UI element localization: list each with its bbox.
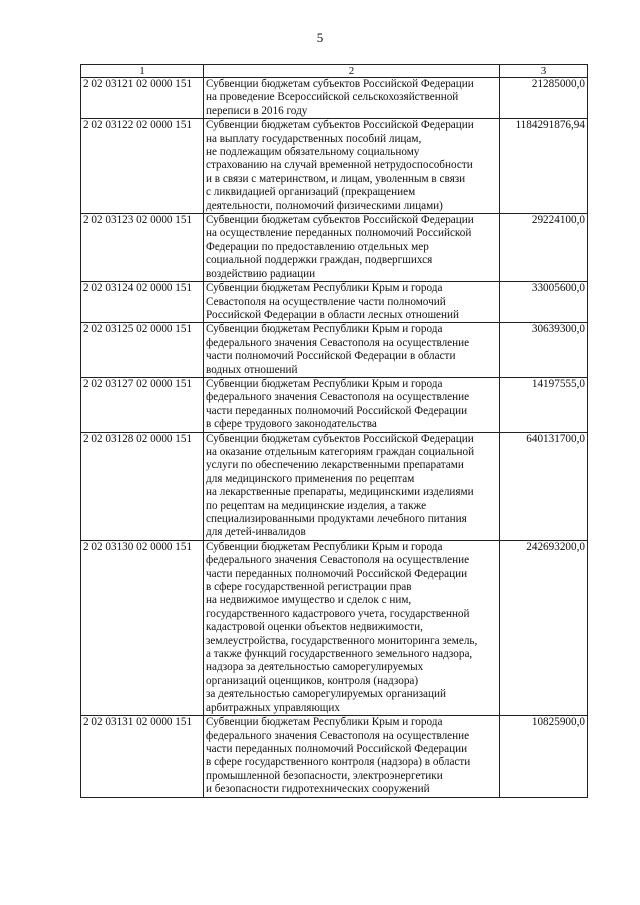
table-row: [81, 214, 588, 282]
table-row: [81, 119, 588, 214]
column-header-2: 2: [204, 65, 500, 78]
budget-amount: 1184291876,94: [500, 119, 588, 214]
budget-description: Субвенции бюджетам субъектов Российской Федерации на оказание отдельным категориям граждан социальной услуги по обеспечению лекарственными препаратами для медицинского применения по рецептам на лекарственные препараты, медицинскими изделиями по рецептам на медицинские изделия, а также специализированными продуктами лечебного питания для детей-инвалидов: [204, 432, 500, 540]
budget-amount: 30639300,0: [500, 323, 588, 378]
table-row: [81, 323, 588, 378]
budget-code: 2 02 03128 02 0000 151: [81, 432, 204, 540]
budget-description: Субвенции бюджетам Республики Крым и города федерального значения Севастополя на осуществление части переданных полномочий Российской Федерации в сфере государственного контроля (надзора) в области промышленной безопасности, электроэнергетики и безопасности гидротехнических сооружений: [204, 716, 500, 797]
budget-description: Субвенции бюджетам субъектов Российской Федерации на выплату государственных пособий лицам, не подлежащим обязательному социальному страхованию на случай временной нетрудоспособности и в связи с материнством, и лицам, уволенным в связи с ликвидацией организаций (прекращением деятельности, полномочий физическими лицами): [204, 119, 500, 214]
budget-description: Субвенции бюджетам субъектов Российской Федерации на осуществление переданных полномочий Российской Федерации по предоставлению отдельных мер социальной поддержки граждан, подвергшихся воздействию радиации: [204, 214, 500, 282]
budget-amount: 10825900,0: [500, 716, 588, 797]
budget-amount: 29224100,0: [500, 214, 588, 282]
table-row: [81, 377, 588, 432]
table-row: [81, 540, 588, 715]
budget-amount: 33005600,0: [500, 282, 588, 323]
budget-amount: 21285000,0: [500, 78, 588, 119]
budget-code: 2 02 03125 02 0000 151: [81, 323, 204, 378]
budget-code: 2 02 03122 02 0000 151: [81, 119, 204, 214]
table-header: [81, 65, 588, 78]
budget-amount: 242693200,0: [500, 540, 588, 715]
budget-amount: 14197555,0: [500, 377, 588, 432]
budget-description: Субвенции бюджетам Республики Крым и города федерального значения Севастополя на осуществление части переданных полномочий Российской Федерации в сфере государственной регистрации прав на недвижимое имущество и сделок с ним, государственного кадастрового учета, государственной кадастровой оценки объектов недвижимости, землеустройства, государственного мониторинга земель, а также функций государственного земельного надзора, надзора за деятельностью саморегулируемых организаций оценщиков, контроля (надзора) за деятельностью саморегулируемых организаций арбитражных управляющих: [204, 540, 500, 715]
budget-code: 2 02 03123 02 0000 151: [81, 214, 204, 282]
budget-code: 2 02 03131 02 0000 151: [81, 716, 204, 797]
budget-description: Субвенции бюджетам Республики Крым и города федерального значения Севастополя на осуществление части полномочий Российской Федерации в области водных отношений: [204, 323, 500, 378]
table-row: [81, 432, 588, 540]
column-header-1: 1: [81, 65, 204, 78]
column-header-3: 3: [500, 65, 588, 78]
budget-code: 2 02 03127 02 0000 151: [81, 377, 204, 432]
budget-code: 2 02 03121 02 0000 151: [81, 78, 204, 119]
table-row: [81, 716, 588, 797]
budget-description: Субвенции бюджетам Республики Крым и города федерального значения Севастополя на осуществление части переданных полномочий Российской Федерации в сфере трудового законодательства: [204, 377, 500, 432]
table-row: [81, 282, 588, 323]
table-row: [81, 78, 588, 119]
page-number: 5: [316, 30, 324, 45]
budget-code: 2 02 03124 02 0000 151: [81, 282, 204, 323]
budget-description: Субвенции бюджетам субъектов Российской Федерации на проведение Всероссийской сельскохозяйственной переписи в 2016 году: [204, 78, 500, 119]
budget-description: Субвенции бюджетам Республики Крым и города Севастополя на осуществление части полномочий Российской Федерации в области лесных отношений: [204, 282, 500, 323]
budget-amount: 640131700,0: [500, 432, 588, 540]
budget-table: [80, 64, 588, 798]
budget-code: 2 02 03130 02 0000 151: [81, 540, 204, 715]
